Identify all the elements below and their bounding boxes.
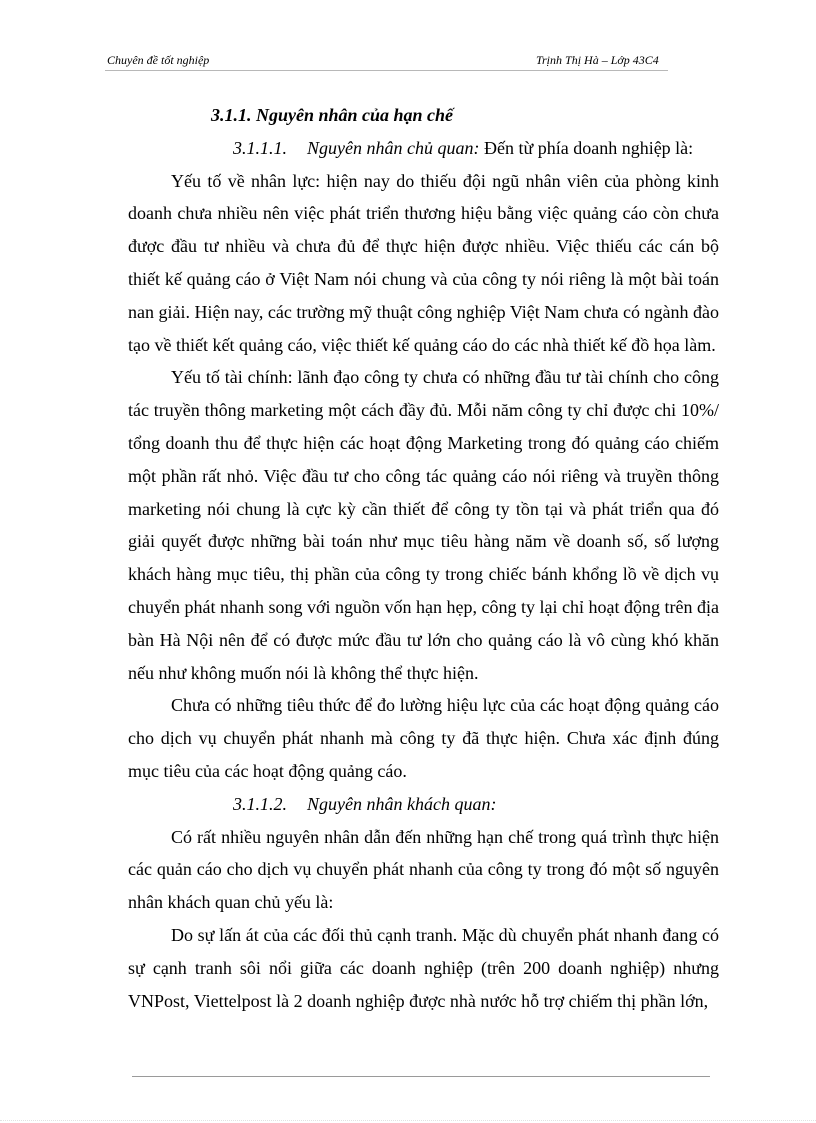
subsection-number: 3.1.1.1. bbox=[233, 137, 287, 158]
subsection-number: 3.1.1.2. bbox=[233, 793, 287, 814]
header-divider bbox=[105, 70, 668, 71]
section-heading: 3.1.1. Nguyên nhân của hạn chế bbox=[211, 105, 454, 125]
paragraph-finance: Yếu tố tài chính: lãnh đạo công ty chưa có những đầu tư tài chính cho công tác truyền thông marketing một cách đầy đủ. Mỗi năm công ty chỉ được chi 10%/ tổng doanh thu để thực hiện các hoạt động Marketing trong đó quảng cáo chiếm một phần rất nhỏ. Việc đầu tư cho công tác quảng cáo nói riêng và truyền thông marketing nói chung là cực kỳ cần thiết để công ty tồn tại và phát triển qua đó giải quyết được những bài toán như mục tiêu hàng năm về doanh số, số lượng khách hàng mục tiêu, thị phần của công ty trong chiếc bánh khổng lồ về dịch vụ chuyển phát nhanh song với nguồn vốn hạn hẹp, công ty lại chỉ hoạt động trên địa bàn Hà Nội nên để có được mức đầu tư lớn cho quảng cáo là vô cùng khó khăn nếu như không muốn nói là không thể thực hiện. bbox=[128, 367, 719, 683]
paragraph-measurement: Chưa có những tiêu thức để đo lường hiệu lực của các hoạt động quảng cáo cho dịch vụ chuyển phát nhanh mà công ty đã thực hiện. Chưa xác định đúng mục tiêu của các hoạt động quảng cáo. bbox=[128, 695, 719, 781]
page-edge bbox=[0, 1120, 816, 1121]
paragraph-objective-intro: Có rất nhiều nguyên nhân dẫn đến những hạn chế trong quá trình thực hiện các quản cáo cho dịch vụ chuyển phát nhanh của công ty trong đó một số nguyên nhân khách quan chủ yếu là: bbox=[128, 826, 719, 913]
subsection-heading-objective bbox=[128, 788, 719, 821]
page-header bbox=[107, 52, 667, 68]
header-document-type: Chuyên đề tốt nghiệp bbox=[107, 53, 210, 67]
subsection-title: Nguyên nhân khách quan: bbox=[307, 793, 497, 814]
subsection-title: Nguyên nhân chủ quan: bbox=[307, 137, 480, 158]
subsection-lead: Đến từ phía doanh nghiệp là: bbox=[479, 137, 694, 158]
paragraph-human-resources: Yếu tố về nhân lực: hiện nay do thiếu đội ngũ nhân viên của phòng kinh doanh chưa nhiều nên việc phát triển thương hiệu bằng việc quảng cáo còn chưa được đầu tư nhiều và chưa đủ để thực hiện được nhiều. Việc thiếu các cán bộ thiết kế quảng cáo ở Việt Nam nói chung và của công ty nói riêng là một bài toán nan giải. Hiện nay, các trường mỹ thuật công nghiệp Việt Nam chưa có ngành đào tạo về thiết kết quảng cáo, việc thiết kế quảng cáo do các nhà thiết kế đồ họa làm. bbox=[128, 170, 719, 355]
paragraph-competition: Do sự lấn át của các đối thủ cạnh tranh. Mặc dù chuyển phát nhanh đang có sự cạnh tranh sôi nổi giữa các doanh nghiệp (trên 200 doanh nghiệp) nhưng VNPost, Viettelpost là 2 doanh nghiệp được nhà nước hỗ trợ chiếm thị phần lớn, bbox=[128, 924, 719, 1011]
header-author: Trịnh Thị Hà – Lớp 43C4 bbox=[536, 53, 659, 67]
subsection-heading-subjective bbox=[128, 132, 719, 165]
footer-divider bbox=[132, 1076, 710, 1077]
page-content bbox=[128, 99, 719, 1017]
